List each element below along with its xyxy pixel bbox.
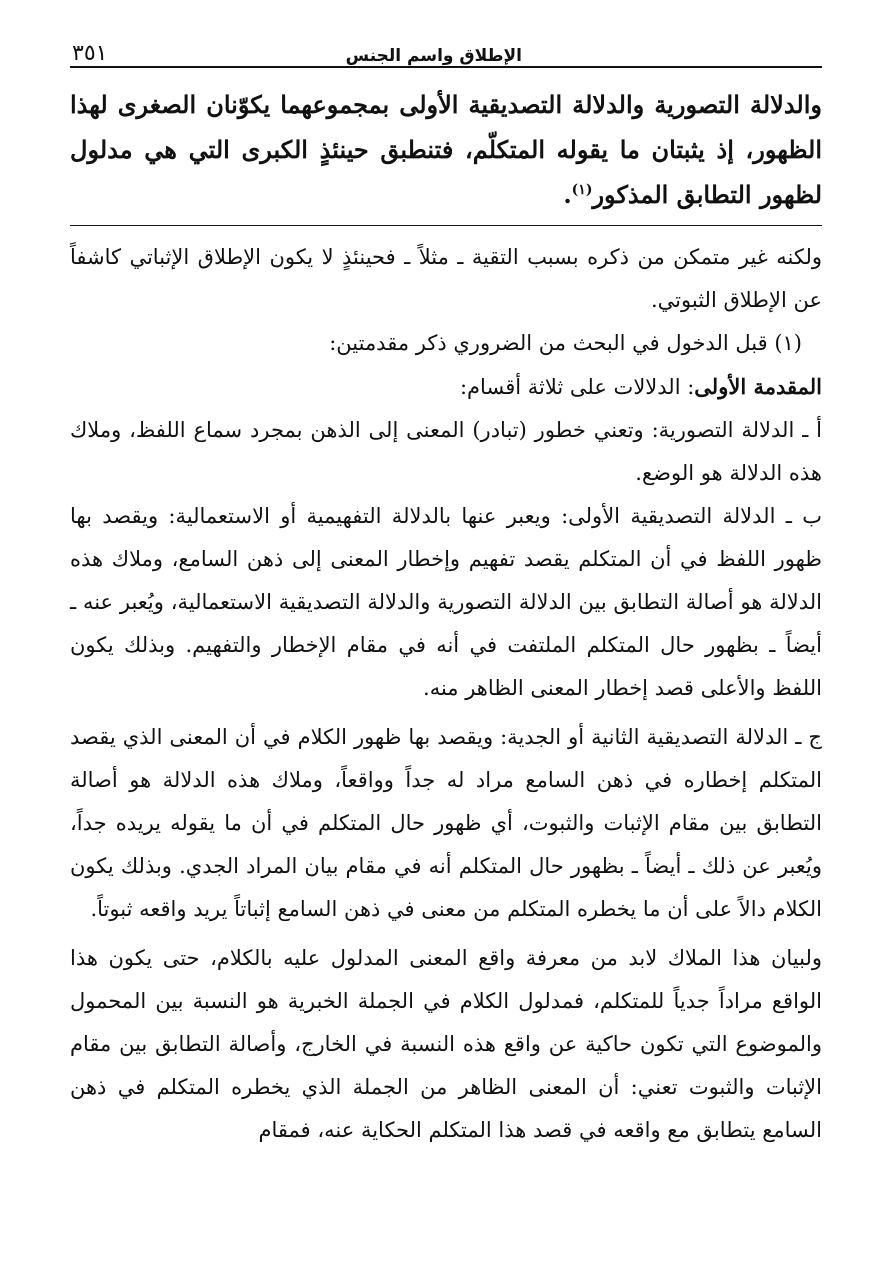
footnote-continuation: ولكنه غير متمكن من ذكره بسبب التقية ـ مثلاً ـ فحينئذٍ لا يكون الإطلاق الإثباتي كاشفاً عن الإطلاق الثبوتي. <box>70 245 822 312</box>
explanation-paragraph: ولبيان هذا الملاك لابد من معرفة واقع المعنى المدلول عليه بالكلام، حتى يكون هذا الواقع مراداً جدياً للمتكلم، فمدلول الكلام في الجملة الخبرية هو النسبة بين المحمول والموضوع التي تكون حاكية عن واقع هذه النسبة في الخارج، وأصالة التطابق بين مقام الإثبات والثبوت تعني: أن المعنى الظاهر من الجملة الذي يخطره المتكلم في ذهن السامع يتطابق مع واقعه في قصد هذا المتكلم الحكاية عنه، فمقام <box>70 946 822 1142</box>
first-premise-rest: : الدلالات على ثلاثة أقسام: <box>459 375 695 399</box>
page-number: ٣٥١ <box>72 41 108 66</box>
main-text-body: والدلالة التصورية والدلالة التصديقية الأولى بمجموعهما يكوّنان الصغرى لهذا الظهور، إذ يثبتان ما يقوله المتكلّم، فتنطبق حينئذٍ الكبرى التي هي مدلول لظهور التطابق المذكور <box>70 90 822 209</box>
first-premise-term: المقدمة الأولى <box>694 374 822 399</box>
footnote-1-intro: (١) قبل الدخول في البحث من الضروري ذكر مقدمتين: <box>329 331 802 355</box>
item-b: ب ـ الدلالة التصديقية الأولى: ويعبر عنها بالدلالة التفهيمية أو الاستعمالية: ويقصد بها ظهور اللفظ في أن المتكلم يقصد تفهيم وإخطار المعنى إلى ذهن السامع، وملاك هذه الدلالة هو أصالة التطابق بين الدلالة التصورية والدلالة التصديقية الاستعمالية، ويُعبر عنه ـ أيضاً ـ بظهور حال المتكلم الملتفت في أنه في مقام الإخطار والتفهيم. وبذلك يكون اللفظ والأعلى قصد إخطار المعنى الظاهر منه. <box>70 504 822 700</box>
footnote-reference: (١) <box>571 182 593 198</box>
running-title: الإطلاق واسم الجنس <box>345 46 522 66</box>
first-premise <box>70 365 822 409</box>
item-a: أ ـ الدلالة التصورية: وتعني خطور (تبادر) المعنى إلى الذهن بمجرد سماع اللفظ، وملاك هذه الدلالة هو الوضع. <box>70 418 822 485</box>
main-paragraph <box>70 82 822 217</box>
footnote-separator <box>70 225 822 226</box>
item-c: ج ـ الدلالة التصديقية الثانية أو الجدية: ويقصد بها ظهور الكلام في أن المعنى الذي يقصد المتكلم إخطاره في ذهن السامع مراد له جداً وواقعاً، وملاك هذه الدلالة هو أصالة التطابق بين مقام الإثبات والثبوت، أي ظهور حال المتكلم في أن ما يقوله يريده جداً، ويُعبر عن ذلك ـ أيضاً ـ بظهور حال المتكلم أنه في مقام بيان المراد الجدي. وبذلك يكون الكلام دالاً على أن ما يخطره المتكلم من معنى في ذهن السامع إثباتاً يريد واقعه ثبوتاً. <box>70 725 822 921</box>
footnotes-section <box>70 236 822 1152</box>
page-header <box>70 28 822 68</box>
main-text-end: . <box>563 180 572 209</box>
book-page <box>70 28 822 1152</box>
